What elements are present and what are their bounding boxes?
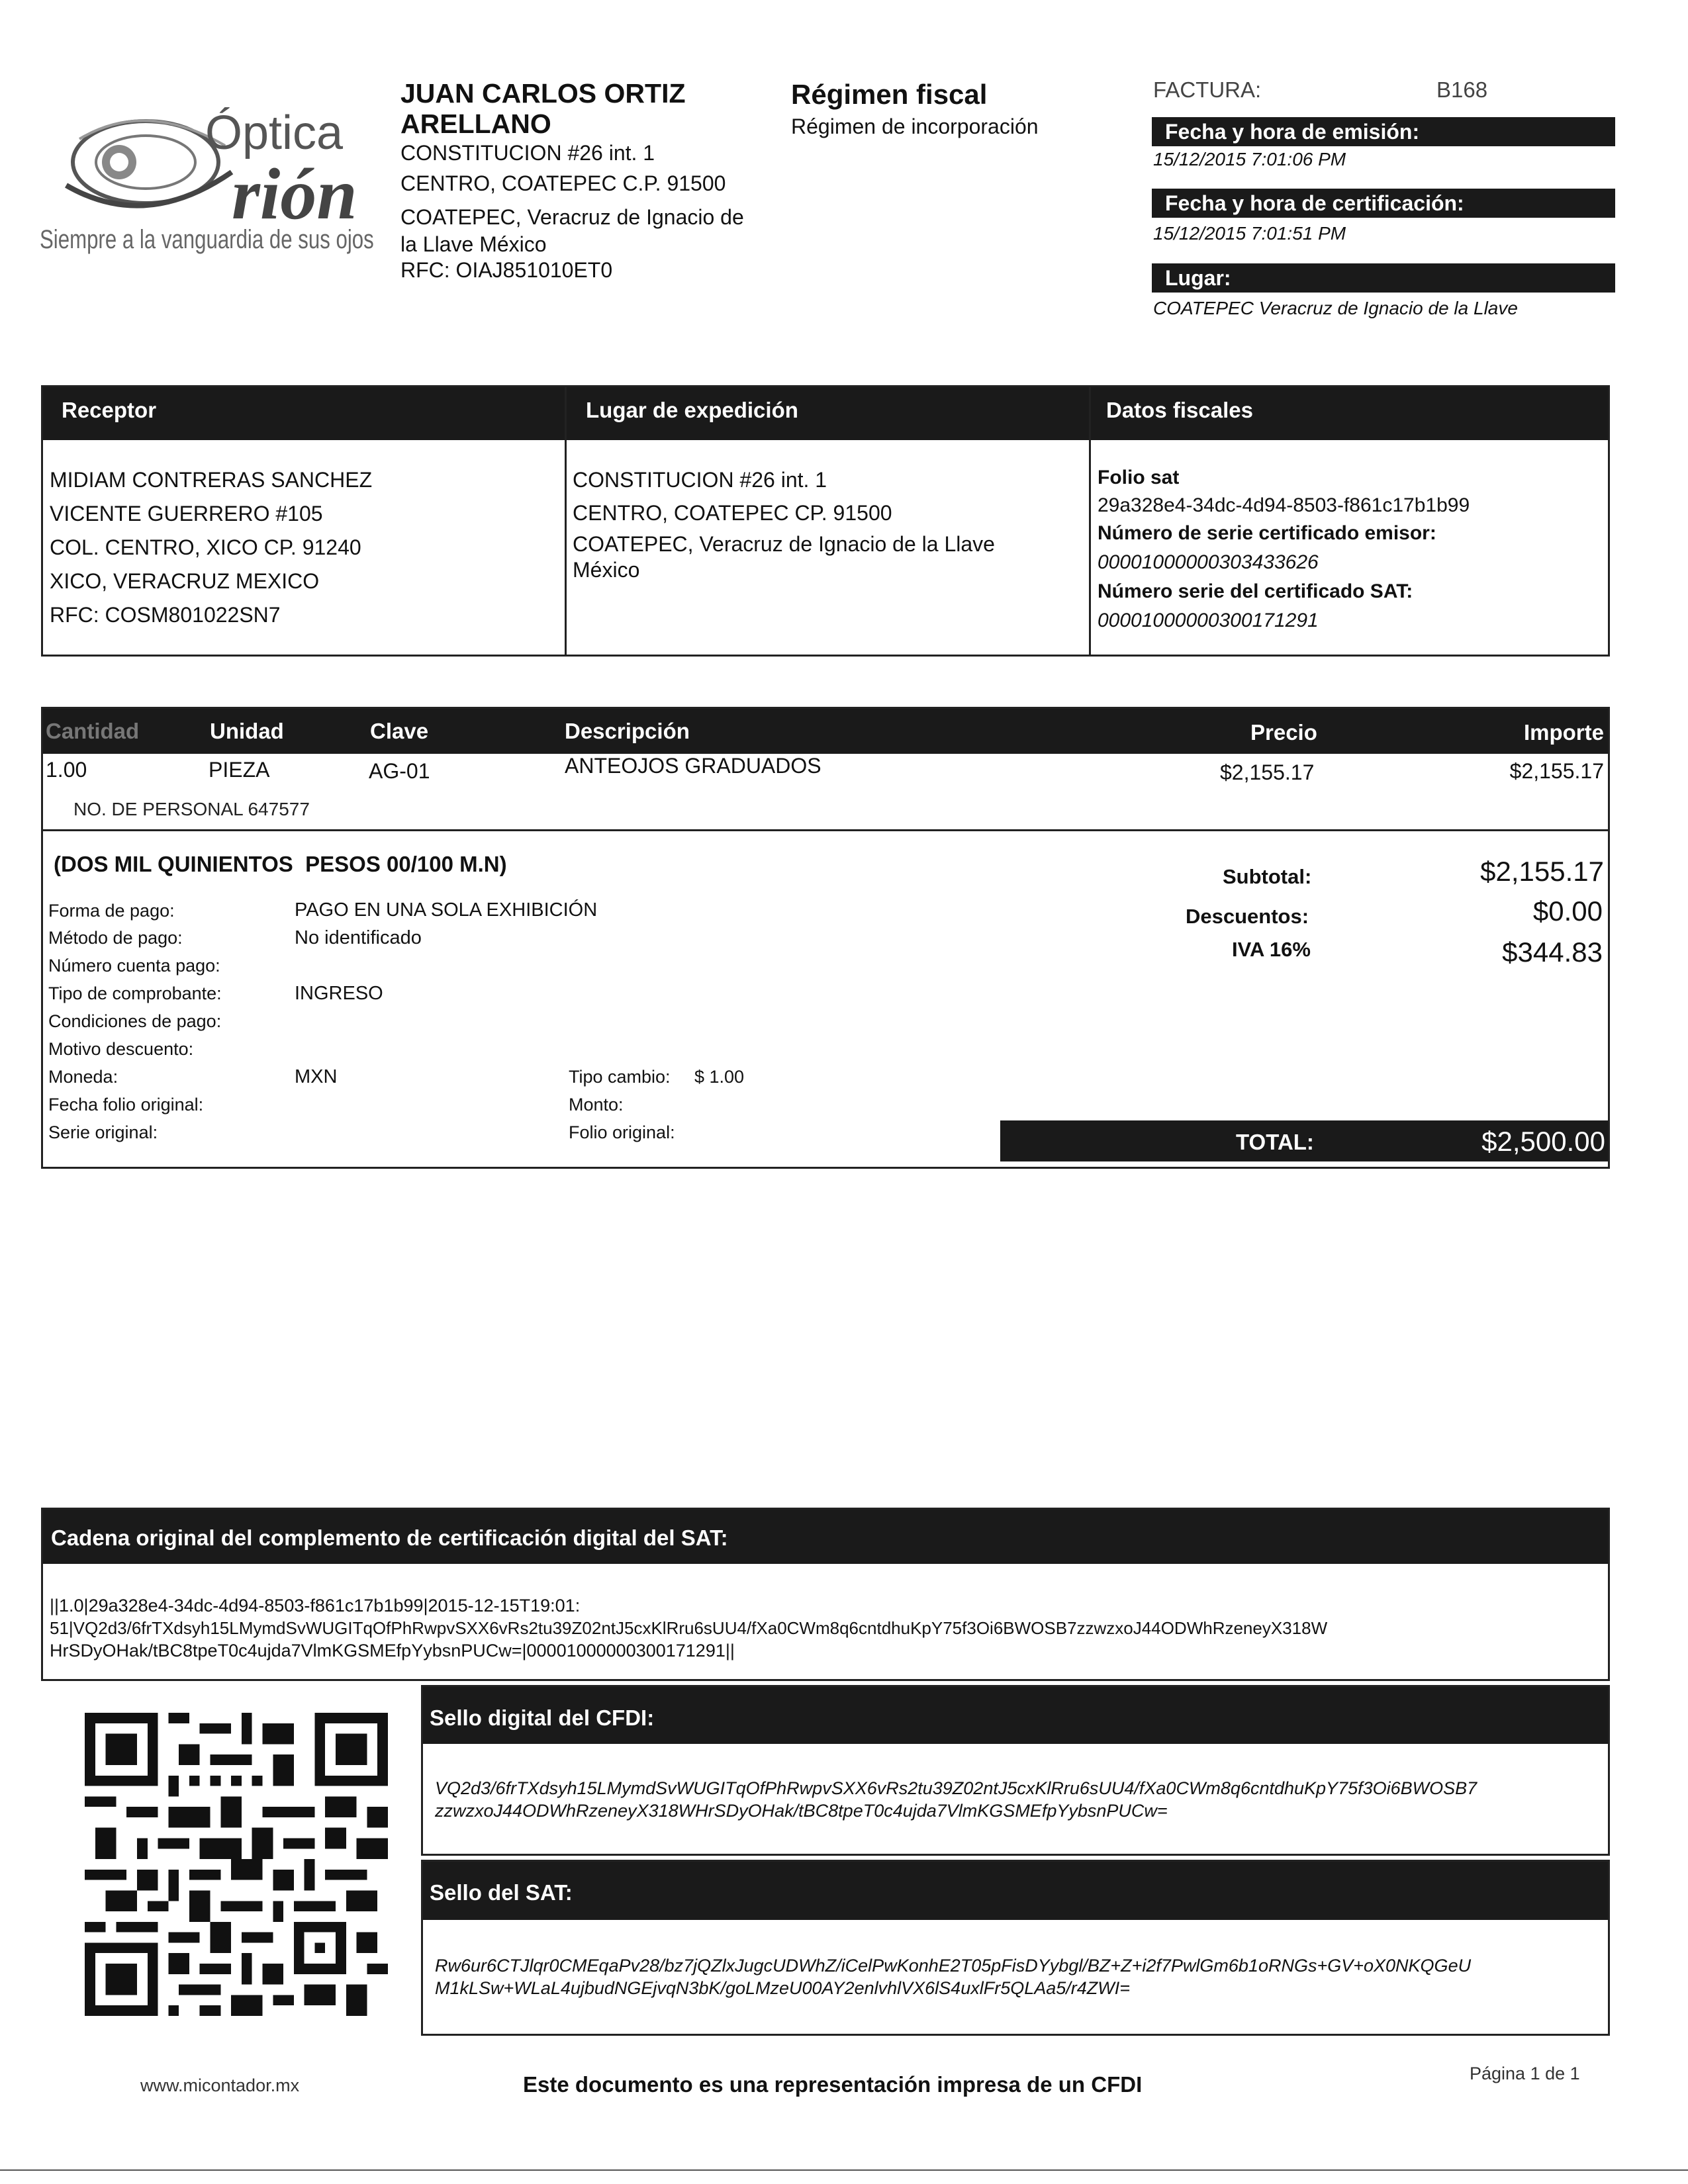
serie-emisor-value: 00001000000303433626 <box>1098 551 1319 573</box>
numero-cuenta-label: Número cuenta pago: <box>48 956 220 976</box>
sello-sat-line-2: M1kLSw+WLaL4ujbudNGEjvqN3bK/goLMzeU00AY2enlvhlVX6lS4uxlFr5QLAa5/r4ZWI= <box>435 1978 1131 1998</box>
certificacion-bar <box>1152 189 1615 218</box>
subtotal-value: $2,155.17 <box>1480 856 1604 887</box>
factura-label: FACTURA: <box>1153 77 1262 102</box>
cadena-line-1: ||1.0|29a328e4-34dc-4d94-8503-f861c17b1b99|2015-12-15T19:01: <box>50 1596 581 1615</box>
emision-bar <box>1152 117 1615 146</box>
sello-sat-box <box>421 1860 1610 2036</box>
row-importe: $2,155.17 <box>1509 759 1604 783</box>
iva-value: $344.83 <box>1502 936 1603 968</box>
motivo-label: Motivo descuento: <box>48 1039 194 1059</box>
brand-top-text: Óptica <box>205 107 344 159</box>
lugar-bar <box>1152 263 1615 293</box>
footer-website: www.micontador.mx <box>140 2075 300 2095</box>
sello-sat-header: Sello del SAT: <box>430 1880 573 1905</box>
expedicion-header: Lugar de expedición <box>586 398 798 422</box>
fiscal-details <box>1098 463 1470 635</box>
serie-original-label: Serie original: <box>48 1122 158 1142</box>
certificacion-value: 15/12/2015 7:01:51 PM <box>1153 223 1346 244</box>
column-divider <box>565 387 567 655</box>
qr-code-icon <box>85 1713 388 2016</box>
factura-value: B168 <box>1436 77 1488 102</box>
sello-cfdi-box <box>421 1685 1610 1856</box>
row-precio: $2,155.17 <box>1220 760 1315 784</box>
issuer-name-line2: ARELLANO <box>400 109 551 139</box>
cadena-text <box>50 1594 1605 1662</box>
serie-sat-value: 00001000000300171291 <box>1098 610 1319 631</box>
footer-rule <box>0 2169 1688 2171</box>
fecha-folio-label: Fecha folio original: <box>48 1095 204 1115</box>
tipo-cambio-value: $ 1.00 <box>694 1067 745 1087</box>
forma-pago-label: Forma de pago: <box>48 901 175 921</box>
parties-box <box>41 385 1610 657</box>
sello-sat-line-1: Rw6ur6CTJlqr0CMEqaPv28/bz7jQZlxJugcUDWhZ/iCelPwKonhE2T05pFisDYybgl/BZ+Z+i2f7PwlGm6b1oRNGs+GV+oX0NKQGeU <box>435 1956 1472 1976</box>
serie-emisor-label: Número de serie certificado emisor: <box>1098 522 1436 544</box>
sello-cfdi-header: Sello digital del CFDI: <box>430 1706 655 1730</box>
expedicion-country: México <box>573 558 640 582</box>
total-label: TOTAL: <box>1236 1130 1314 1154</box>
col-header-clave: Clave <box>370 719 429 743</box>
expedicion-colony: CENTRO, COATEPEC CP. 91500 <box>573 501 892 525</box>
sello-sat-text <box>435 1954 1471 1999</box>
serie-sat-label: Número serie del certificado SAT: <box>1098 580 1413 602</box>
row-clave: AG-01 <box>369 759 430 783</box>
subtotal-label: Subtotal: <box>1223 865 1312 888</box>
folio-value: 29a328e4-34dc-4d94-8503-f861c17b1b99 <box>1098 494 1470 516</box>
sello-cfdi-line-2: zzwzxoJ44ODWhRzeneyX318WHrSDyOHak/tBC8tpeT0c4ujda7VlmKGSMEfpYybsnPUCw= <box>435 1801 1168 1821</box>
monto-label: Monto: <box>569 1095 624 1115</box>
metodo-pago-label: Método de pago: <box>48 928 183 948</box>
issuer-block <box>400 78 784 283</box>
regime-block <box>791 78 1039 142</box>
issuer-address-1: CONSTITUCION #26 int. 1 <box>400 141 655 165</box>
moneda-label: Moneda: <box>48 1067 118 1087</box>
issuer-address-3: COATEPEC, Veracruz de Ignacio de <box>400 205 744 229</box>
receptor-header: Receptor <box>62 398 157 422</box>
col-header-unidad: Unidad <box>210 719 284 743</box>
cadena-line-3: HrSDyOHak/tBC8tpeT0c4ujda7VlmKGSMEfpYybsnPUCw=|00001000000300171291|| <box>50 1641 735 1661</box>
qr-code <box>85 1713 388 2016</box>
tipo-comprobante-label: Tipo de comprobante: <box>48 983 222 1003</box>
col-header-importe: Importe <box>1523 720 1604 745</box>
col-header-cantidad: Cantidad <box>46 719 140 743</box>
sello-cfdi-line-1: VQ2d3/6frTXdsyh15LMymdSvWUGITqOfPhRwpvSXX6vRs2tu39Z02ntJ5cxKlRru6sUU4/fXa0CWm8q6cntdhuKpY75f3Oi6BWOSB7 <box>435 1778 1477 1798</box>
invoice-block <box>1152 76 1615 328</box>
forma-pago-value: PAGO EN UNA SOLA EXHIBICIÓN <box>295 899 598 921</box>
tipo-comprobante-value: INGRESO <box>295 983 383 1004</box>
brand-script-text: rión <box>232 154 357 234</box>
folio-label: Folio sat <box>1098 467 1180 488</box>
col-header-descripcion: Descripción <box>565 719 690 743</box>
descuentos-value: $0.00 <box>1532 895 1603 927</box>
cadena-box <box>41 1508 1610 1681</box>
receptor-city: XICO, VERACRUZ MEXICO <box>50 569 320 593</box>
iva-label: IVA 16% <box>1232 938 1311 961</box>
regime-title: Régimen fiscal <box>791 79 988 110</box>
receptor-details <box>50 463 372 632</box>
regime-value: Régimen de incorporación <box>791 114 1039 138</box>
amount-in-words: (DOS MIL QUINIENTOS PESOS 00/100 M.N) <box>54 852 507 876</box>
metodo-pago-value: No identificado <box>295 927 422 948</box>
fiscal-header: Datos fiscales <box>1106 398 1253 422</box>
cadena-header: Cadena original del complemento de certificación digital del SAT: <box>51 1525 728 1550</box>
descuentos-label: Descuentos: <box>1186 905 1309 928</box>
expedicion-details <box>573 463 995 581</box>
row-note: NO. DE PERSONAL 647577 <box>73 799 310 819</box>
issuer-name-line1: JUAN CARLOS ORTIZ <box>400 78 686 109</box>
moneda-value: MXN <box>295 1066 338 1087</box>
folio-original-label: Folio original: <box>569 1122 675 1142</box>
table-divider <box>43 829 1608 831</box>
total-bar <box>1000 1120 1608 1161</box>
column-divider <box>1089 387 1091 655</box>
parties-header-bar <box>43 387 1608 440</box>
row-unidad: PIEZA <box>209 758 270 782</box>
receptor-colony: COL. CENTRO, XICO CP. 91240 <box>50 535 361 559</box>
sello-cfdi-header-bar <box>423 1687 1608 1744</box>
certificacion-label: Fecha y hora de certificación: <box>1165 191 1464 215</box>
cadena-line-2: 51|VQ2d3/6frTXdsyh15LMymdSvWUGITqOfPhRwpvSXX6vRs2tu39Z02ntJ5cxKlRru6sUU4/fXa0CWm8q6cntdhuKpY75f3Oi6BWOSB7zzwzxoJ44ODWhRzeneyX318W <box>50 1618 1328 1638</box>
items-header-row <box>43 709 1608 754</box>
footer-disclaimer: Este documento es una representación impresa de un CFDI <box>523 2072 1143 2097</box>
footer-page-number: Página 1 de 1 <box>1470 2064 1580 2083</box>
total-value: $2,500.00 <box>1481 1126 1605 1157</box>
sello-cfdi-text <box>435 1777 1477 1822</box>
expedicion-city: COATEPEC, Veracruz de Ignacio de la Llave <box>573 532 995 556</box>
row-descripcion: ANTEOJOS GRADUADOS <box>565 754 821 778</box>
receptor-street: VICENTE GUERRERO #105 <box>50 502 323 525</box>
issuer-address-2: CENTRO, COATEPEC C.P. 91500 <box>400 171 726 195</box>
emision-label: Fecha y hora de emisión: <box>1165 120 1420 144</box>
row-cantidad: 1.00 <box>46 758 87 782</box>
expedicion-street: CONSTITUCION #26 int. 1 <box>573 468 827 492</box>
issuer-rfc: RFC: OIAJ851010ET0 <box>400 258 613 282</box>
company-logo <box>40 99 384 271</box>
emision-value: 15/12/2015 7:01:06 PM <box>1153 149 1346 169</box>
col-header-precio: Precio <box>1250 720 1317 745</box>
receptor-rfc: RFC: COSM801022SN7 <box>50 603 281 627</box>
receptor-name: MIDIAM CONTRERAS SANCHEZ <box>50 468 373 492</box>
table-row <box>43 754 1608 794</box>
condiciones-label: Condiciones de pago: <box>48 1011 222 1031</box>
brand-slogan: Siempre a la vanguardia de sus ojos <box>40 225 374 254</box>
lugar-value: COATEPEC Veracruz de Ignacio de la Llave <box>1153 298 1518 318</box>
tipo-cambio-label: Tipo cambio: <box>569 1067 671 1087</box>
items-table <box>41 707 1610 1169</box>
issuer-address-4: la Llave México <box>400 232 547 256</box>
cadena-header-bar <box>43 1510 1608 1564</box>
sello-sat-header-bar <box>423 1862 1608 1920</box>
lugar-label: Lugar: <box>1165 266 1231 290</box>
